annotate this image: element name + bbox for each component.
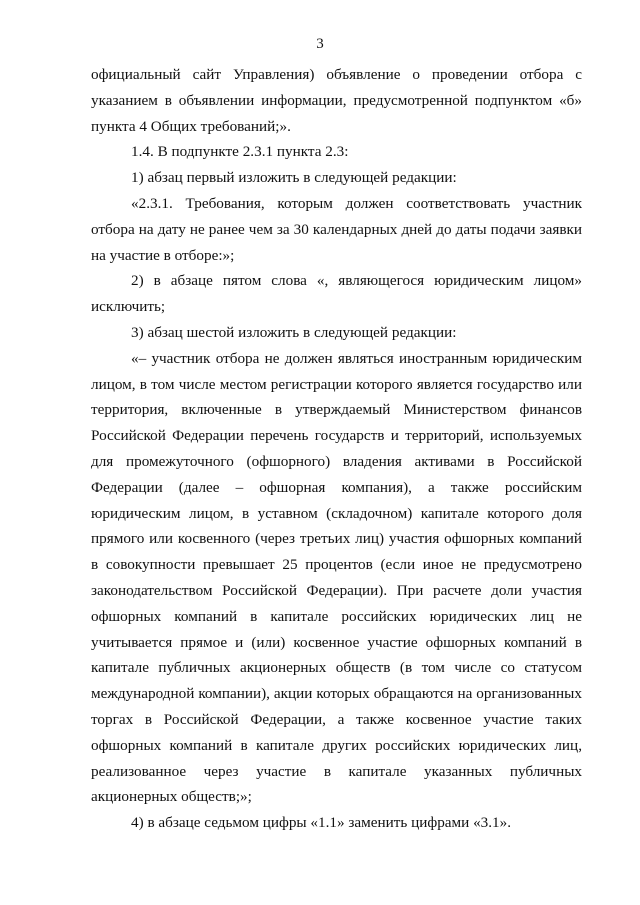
page-number: 3 — [316, 36, 324, 52]
paragraph: 1.4. В подпункте 2.3.1 пункта 2.3: — [131, 143, 349, 161]
document-body — [91, 62, 582, 836]
paragraph: «2.3.1. Требования, которым должен соответствовать участник отбора на дату не ранее чем за 30 календарных дней до даты подачи заявки на участие в отборе:»; — [91, 194, 582, 264]
paragraph: 2) в абзаце пятом слова «, являющегося юридическим лицом» исключить; — [91, 272, 582, 316]
paragraph: «– участник отбора не должен являться иностранным юридическим лицом, в том числе местом регистрации которого является государство или территория, включенные в утверждаемый Министерством финансов Российской Федерации перечень государств и территорий, используемых для промежуточного (офшорного) владения активами в Российской Федерации (далее – офшорная компания), а также российским юридическим лицом, в уставном (складочном) капитале которого доля прямого или косвенного (через третьих лиц) участия офшорных компаний в совокупности превышает 25 процентов (если иное не предусмотрено законодательством Российской Федерации). При расчете доли участия офшорных компаний в капитале российских юридических лиц не учитывается прямое и (или) косвенное участие офшорных компаний в капитале публичных акционерных обществ (в том числе со статусом международной компании), акции которых обращаются на организованных торгах в Российской Федерации, а также косвенное участие таких офшорных компаний в капитале других российских юридических лиц, реализованное через участие в капитале указанных публичных акционерных обществ;»; — [91, 349, 582, 806]
paragraph: официальный сайт Управления) объявление о проведении отбора с указанием в объявлении информации, предусмотренной подпунктом «б» пункта 4 Общих требований;». — [91, 66, 582, 135]
paragraph: 3) абзац шестой изложить в следующей редакции: — [131, 323, 457, 341]
paragraph: 1) абзац первый изложить в следующей редакции: — [131, 169, 457, 187]
paragraph: 4) в абзаце седьмом цифры «1.1» заменить цифрами «3.1». — [131, 814, 512, 832]
